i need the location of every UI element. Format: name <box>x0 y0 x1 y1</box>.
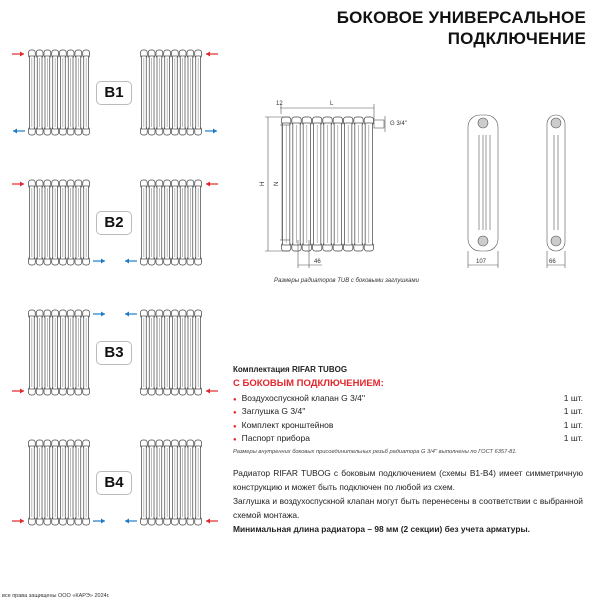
dim-12: 12 <box>276 101 283 107</box>
bullet-icon: ● <box>233 423 237 430</box>
description <box>233 466 583 536</box>
radiator-left <box>29 310 90 395</box>
scheme-label: B3 <box>96 341 132 365</box>
kit-item-qty: 1 шт. <box>563 419 583 430</box>
return-arrow <box>93 259 105 264</box>
dimension-drawing <box>240 90 600 280</box>
return-arrow <box>205 129 217 134</box>
bullet-icon: ● <box>233 410 237 417</box>
supply-arrow <box>206 519 218 524</box>
kit-item-qty: 1 шт. <box>563 406 583 417</box>
drawing-caption: Размеры радиаторов TUB с боковыми заглушками <box>274 278 419 284</box>
supply-arrow <box>12 519 24 524</box>
kit-subtitle: С БОКОВЫМ ПОДКЛЮЧЕНИЕМ: <box>233 378 384 389</box>
dim-46: 46 <box>314 259 321 265</box>
radiator-right <box>141 440 202 525</box>
dim-thread: G 3/4'' <box>390 121 407 127</box>
return-arrow <box>125 519 137 524</box>
description-p3: Минимальная длина радиатора – 98 мм (2 секции) без учета арматуры. <box>233 524 530 534</box>
return-arrow <box>125 259 137 264</box>
return-arrow <box>93 312 105 317</box>
kit-item-qty: 1 шт. <box>563 432 583 443</box>
scheme-label: B2 <box>96 211 132 235</box>
return-arrow <box>93 519 105 524</box>
supply-arrow <box>206 182 218 187</box>
bullet-icon: ● <box>233 397 237 403</box>
dim-66: 66 <box>549 259 556 265</box>
kit-item <box>233 393 583 403</box>
radiator-left <box>29 180 90 265</box>
kit-item-name: Воздухоспускной клапан G 3/4'' <box>241 393 366 403</box>
radiator-right <box>141 50 202 135</box>
radiator-right <box>141 180 202 265</box>
scheme-label: B4 <box>96 471 132 495</box>
supply-arrow <box>206 389 218 394</box>
kit-item-name: Комплект кронштейнов <box>241 419 334 430</box>
kit-item <box>233 420 583 430</box>
supply-arrow <box>12 52 24 57</box>
kit-item <box>233 406 583 416</box>
scheme-label: B1 <box>96 81 132 105</box>
dim-height: H <box>260 181 266 186</box>
page-title <box>337 7 586 49</box>
description-p1: Радиатор RIFAR TUBOG с боковым подключением (схемы B1-B4) имеет симметричную конструкцию и может быть подключен по любой из схем. <box>233 468 583 492</box>
kit-note: Размеры внутренних боковых присоединительных резьб радиатора G 3/4'' выполнены по ГОСТ 6357-81. <box>233 449 518 455</box>
title-line-1: БОКОВОЕ УНИВЕРСАЛЬНОЕ <box>336 8 586 27</box>
return-arrow <box>125 312 137 317</box>
title-line-2: ПОДКЛЮЧЕНИЕ <box>447 29 586 48</box>
dim-107: 107 <box>476 259 487 265</box>
front-view-radiator <box>282 117 374 251</box>
kit-item-qty: 1 шт. <box>563 393 583 403</box>
dim-length: L <box>330 101 334 107</box>
bullet-icon: ● <box>233 436 237 443</box>
radiator-right <box>141 310 202 395</box>
supply-arrow <box>12 389 24 394</box>
kit-item-name: Заглушка G 3/4'' <box>241 406 306 417</box>
radiator-left <box>29 440 90 525</box>
kit-item <box>233 433 583 443</box>
description-p2: Заглушка и воздухоспускной клапан могут быть перенесены в соответствии с выбранной схемой монтажа. <box>233 496 583 520</box>
radiator-left <box>29 50 90 135</box>
copyright: все права защищены ООО «КАРЭ» 2024г. <box>2 593 110 599</box>
supply-arrow <box>206 52 218 57</box>
kit-item-name: Паспорт прибора <box>241 432 310 443</box>
supply-arrow <box>12 182 24 187</box>
kit-title: Комплектация RIFAR TUBOG <box>233 365 348 374</box>
dim-axis-distance: N <box>274 181 280 186</box>
return-arrow <box>13 129 25 134</box>
